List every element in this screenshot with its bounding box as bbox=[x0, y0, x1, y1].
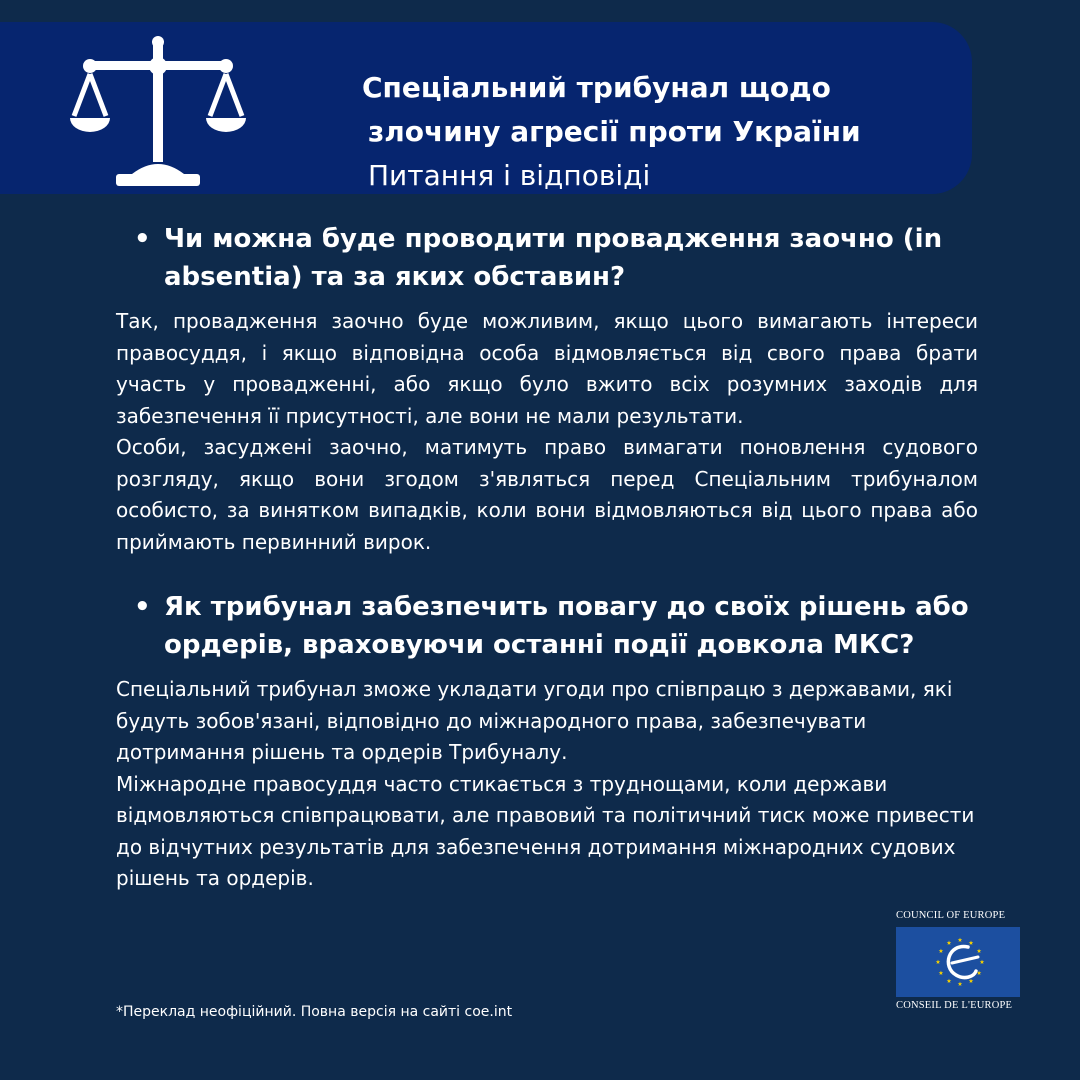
answer-1-paragraph-2: Особи, засуджені заочно, матимуть право вимагати поновлення судового розгляду, якщо вони згодом з'являться перед Спеціальним трибуналом особисто, за винятком випадків, коли вони відмовляються від цього права або приймають первинний вирок. bbox=[116, 435, 978, 554]
page-subtitle: Питання і відповіді bbox=[368, 159, 651, 192]
answer-2-paragraph-1: Спеціальний трибунал зможе укладати угоди про співпрацю з державами, які будуть зобов'язані, відповідно до міжнародного права, забезпечувати дотримання рішень та ордерів Трибуналу. bbox=[116, 677, 953, 764]
bullet-icon: • bbox=[134, 592, 151, 622]
answer-1-paragraph-1: Так, провадження заочно буде можливим, якщо цього вимагають інтереси правосуддя, і якщо відповідна особа відмовляється від свого права брати участь у провадженні, або якщо було вжито всіх розумних заходів для забезпечення її присутності, але вони не мали результати. bbox=[116, 309, 978, 428]
page-title-line-1: Спеціальний трибунал щодо bbox=[362, 71, 831, 104]
answer-2 bbox=[116, 674, 978, 895]
logo-text-top: COUNCIL OF EUROPE bbox=[896, 910, 1006, 921]
scales-of-justice-icon bbox=[70, 36, 246, 206]
question-2 bbox=[134, 588, 994, 664]
question-2-text: Як трибунал забезпечить повагу до своїх рішень або ордерів, враховуючи останні події довкола МКС? bbox=[164, 592, 969, 660]
page-title-line-2: злочину агресії проти України bbox=[368, 115, 861, 148]
question-1-text: Чи можна буде проводити провадження заочно (in absentia) та за яких обставин? bbox=[164, 224, 943, 292]
answer-2-paragraph-2: Міжнародне правосуддя часто стикається з труднощами, коли держави відмовляються співпрацювати, але правовий та політичний тиск може привести до відчутних результатів для забезпечення дотримання міжнародних судових рішень та ордерів. bbox=[116, 771, 975, 890]
header-banner bbox=[0, 22, 972, 194]
council-of-europe-logo bbox=[896, 910, 1024, 1011]
footnote: *Переклад неофіційний. Повна версія на сайті coe.int bbox=[116, 1004, 513, 1020]
header-text bbox=[362, 66, 861, 198]
question-1 bbox=[134, 220, 994, 296]
answer-1 bbox=[116, 306, 978, 558]
eu-stars-flag-icon bbox=[896, 927, 1020, 997]
logo-text-bottom: CONSEIL DE L'EUROPE bbox=[896, 1000, 1013, 1011]
bullet-icon: • bbox=[134, 224, 151, 254]
